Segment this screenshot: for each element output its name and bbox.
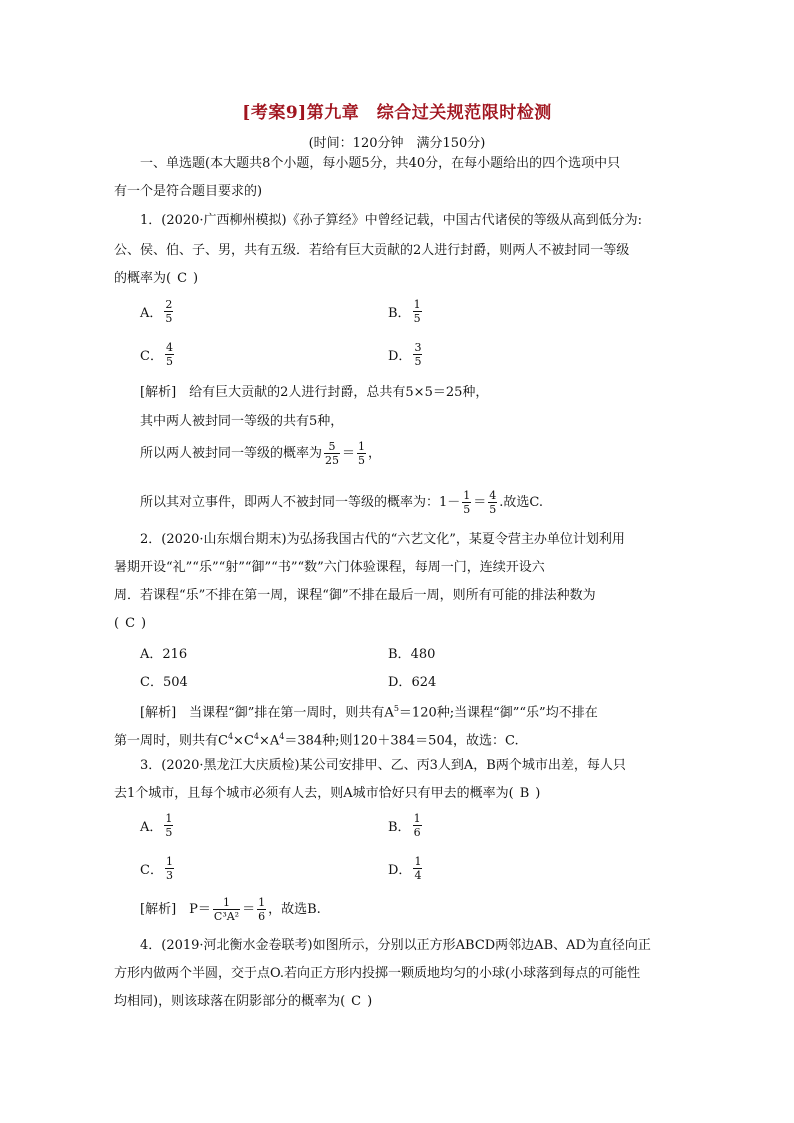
q4-text-line: 方形内做两个半圆，交于点O.若向正方形内投掷一颗质地均匀的小球(小球落到每点的可能性 bbox=[114, 966, 641, 981]
q3-option-c: C． $\frac{1}{3}$ bbox=[140, 855, 173, 882]
q1-option-b: B． $\frac{1}{5}$ bbox=[388, 298, 421, 325]
q1-solution: 所以两人被封同一等级的概率为 $\frac{5}{25}$ ＝ $\frac{1}{5}$ ， bbox=[140, 440, 382, 467]
exam-time-info: (时间：120分钟 满分150分) bbox=[308, 136, 486, 151]
q1-option-c: C． $\frac{4}{5}$ bbox=[140, 341, 173, 368]
q3-text-line: 去1个城市，且每个城市必须有人去，则A城市恰好只有甲去的概率为( B ) bbox=[114, 784, 540, 804]
q1-solution: [解析] 给有巨大贡献的2人进行封爵，总共有5×5＝25种， bbox=[140, 385, 489, 400]
section-heading-cont: 有一个是符合题目要求的) bbox=[114, 184, 263, 199]
q1-text-line: 的概率为( C ) bbox=[114, 269, 198, 289]
q3-option-a: A． $\frac{1}{5}$ bbox=[140, 812, 173, 839]
q1-text-line: 1．(2020·广西柳州模拟)《孙子算经》中曾经记载，中国古代诸侯的等级从高到低分为: bbox=[140, 213, 643, 228]
q2-text-line: 周．若课程“乐”不排在第一周，课程“御”不排在最后一周，则所有可能的排法种数为 bbox=[114, 588, 596, 603]
q3-solution: [解析] P＝ $\frac{1}{\text{C³A²}}$ ＝ $\frac{1}{6}$ ，故选B. bbox=[140, 896, 321, 923]
q4-text-line: 均相同)，则该球落在阴影部分的概率为( C ) bbox=[114, 992, 372, 1012]
q2-option-a: A．216 bbox=[140, 647, 188, 662]
q1-option-d: D． $\frac{3}{5}$ bbox=[388, 341, 422, 368]
q4-text-line: 4．(2019·河北衡水金卷联考)如图所示，分别以正方形ABCD两邻边AB、AD为直径向正 bbox=[140, 938, 651, 953]
q2-option-d: D．624 bbox=[388, 675, 437, 690]
q1-solution: 所以其对立事件，即两人不被封同一等级的概率为：1－ $\frac{1}{5}$ ＝ $\frac{4}{5}$ .故选C. bbox=[140, 489, 544, 516]
q2-option-c: C．504 bbox=[140, 675, 188, 690]
q3-option-d: D． $\frac{1}{4}$ bbox=[388, 855, 422, 882]
q2-solution: [解析] 当课程“御”排在第一周时，则共有$A^5=120$种;当课程“御”“乐”均不排在 bbox=[140, 704, 598, 721]
section-heading: 一、单选题(本大题共8个小题，每小题5分，共40分，在每小题给出的四个选项中只 bbox=[140, 156, 621, 171]
page-title: [考案9]第九章 综合过关规范限时检测 bbox=[242, 103, 552, 123]
q1-text-line: 公、侯、伯、子、男，共有五级．若给有巨大贡献的2人进行封爵，则两人不被封同一等级 bbox=[114, 243, 630, 258]
q1-solution: 其中两人被封同一等级的共有5种， bbox=[140, 414, 344, 429]
q2-solution: 第一周时，则共有$C^4\times C^4\times A^4=384$种;则120＋384＝504，故选：C. bbox=[114, 732, 519, 749]
q3-answer: B bbox=[519, 786, 530, 801]
q2-text-line: ( C ) bbox=[114, 614, 146, 634]
q3-option-b: B． $\frac{1}{6}$ bbox=[388, 812, 421, 839]
q2-text-line: 暑期开设“礼”“乐”“射”“御”“书”“数”六门体验课程，每周一门，连续开设六 bbox=[114, 560, 545, 575]
q4-answer: C bbox=[351, 994, 362, 1009]
q3-text-line: 3．(2020·黑龙江大庆质检)某公司安排甲、乙、丙3人到A，B两个城市出差，每人只 bbox=[140, 758, 626, 773]
q1-option-a: A． $\frac{2}{5}$ bbox=[140, 298, 173, 325]
q1-answer: C bbox=[177, 271, 188, 286]
q2-answer: C bbox=[125, 616, 136, 631]
q2-option-b: B．480 bbox=[388, 647, 436, 662]
q2-text-line: 2．(2020·山东烟台期末)为弘扬我国古代的“六艺文化”，某夏令营主办单位计划利用 bbox=[140, 532, 625, 547]
